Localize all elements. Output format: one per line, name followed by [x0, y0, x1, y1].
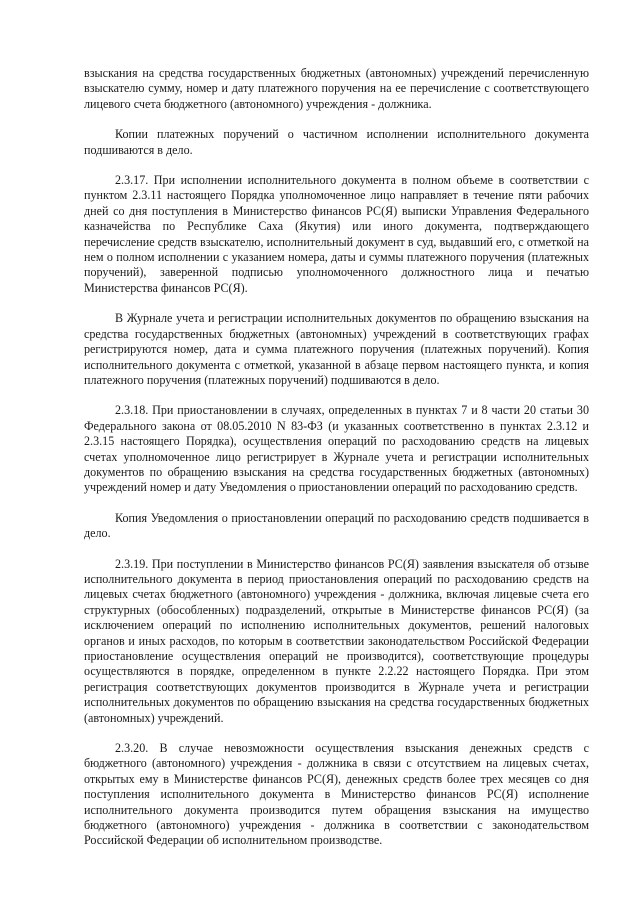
paragraph-notice-copy: Копия Уведомления о приостановлении операций по расходованию средств подшивается в дело. [84, 510, 589, 541]
paragraph-journal-registration: В Журнале учета и регистрации исполнительных документов по обращению взыскания на средства государственных бюджетных (автономных) учреждений в соответствующих графах регистрируются номер, дата и сумма платежного поручения (платежных поручений). Копия исполнительного документа с отметкой, указанной в абзаце первом настоящего пункта, и копия платежного поручения (платежных поручений) подшиваются в дело. [84, 311, 589, 387]
paragraph-payment-copies: Копии платежных поручений о частичном исполнении исполнительного документа подшиваются в дело. [84, 127, 589, 157]
paragraph-2-3-20: 2.3.20. В случае невозможности осуществления взыскания денежных средств с бюджетного (автономного) учреждения - должника в связи с отсутствием на лицевых счетах, открытых ему в Министерстве финансов РС(Я), денежных средств более трех месяцев со дня поступления исполнительного документа в Министерство финансов РС(Я) исполнение исполнительного документа производится путем обращения взыскания на имущество бюджетного (автономного) учреждения - должника в соответствии с законодательством Российской Федерации об исполнительном производстве. [84, 741, 589, 848]
paragraph-2-3-17: 2.3.17. При исполнении исполнительного документа в полном объеме в соответствии с пунктом 2.3.11 настоящего Порядка уполномоченное лицо направляет в течение пяти рабочих дней со дня поступления в Министерство финансов РС(Я) выписки Управления Федерального казначейства по Республике Саха (Якутия) или иного документа, подтверждающего перечисление средств взыскателю, исполнительный документ в суд, выдавший его, с отметкой на нем о полном исполнении с указанием номера, даты и суммы платежного поручения (платежных поручений), заверенной подписью уполномоченного должностного лица и печатью Министерства финансов РС(Я). [84, 173, 589, 295]
paragraph-continuation: взыскания на средства государственных бюджетных (автономных) учреждений перечисленную взыскателю сумму, номер и дату платежного поручения на ее перечисление с соответствующего лицевого счета бюджетного (автономного) учреждения - должника. [84, 66, 589, 111]
paragraph-2-3-18: 2.3.18. При приостановлении в случаях, определенных в пунктах 7 и 8 части 20 статьи 30 Федерального закона от 08.05.2010 N 83-ФЗ (и указанных соответственно в пунктах 2.3.12 и 2.3.15 настоящего Порядка), осуществления операций по расходованию средств на лицевых счетах уполномоченное лицо регистрирует в Журнале учета и регистрации исполнительных документов по обращению взыскания на средства государственных бюджетных (автономных) учреждений номер и дату Уведомления о приостановлении операций по расходованию средств. [84, 403, 589, 495]
paragraph-2-3-19: 2.3.19. При поступлении в Министерство финансов РС(Я) заявления взыскателя об отзыве исполнительного документа в период приостановления операций по расходованию средств на лицевых счетах бюджетного (автономного) учреждения - должника, включая лицевые счета его структурных (обособленных) подразделений, открытые в Министерстве финансов РС(Я) (за исключением операций по исполнению исполнительных документов, решений налоговых органов и иных расходов, по которым в соответствии законодательством Российской Федерации приостановление осуществления операций не производится), соответствующие процедуры осуществляются в порядке, определенном в пункте 2.2.22 настоящего Порядка. При этом регистрация соответствующих документов производится в Журнале учета и регистрации исполнительных документов по обращению взыскания на средства государственных бюджетных (автономных) учреждений. [84, 556, 589, 725]
document-page [84, 66, 589, 864]
